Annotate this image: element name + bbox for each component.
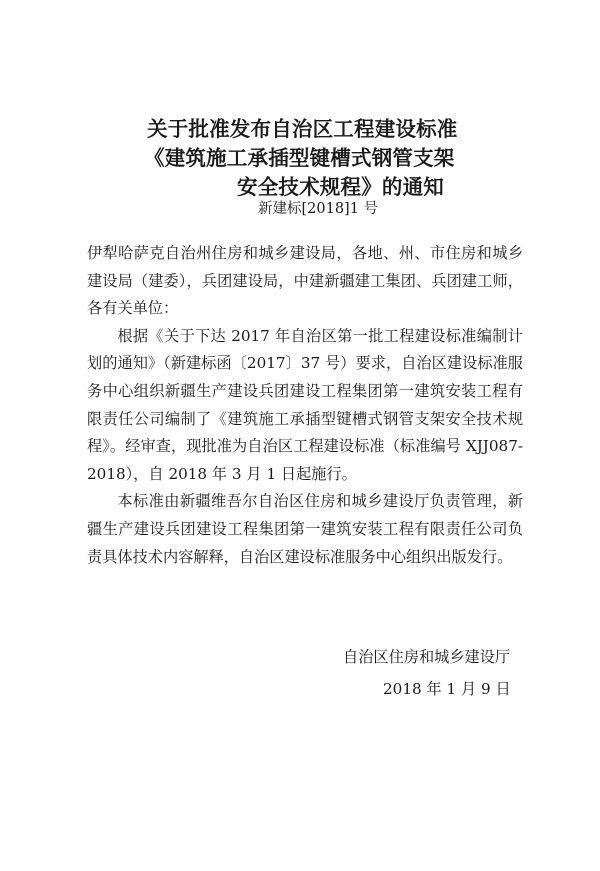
document-number: 新建标[2018]1 号 — [258, 201, 379, 217]
management-paragraph: 本标准由新疆维吾尔自治区住房和城乡建设厅负责管理，新疆生产建设兵团建设工程集团第一建筑安装工程有限责任公司负责具体技术内容解释，自治区建设标准服务中心组织出版发行。 — [87, 492, 523, 566]
title-line-1: 关于批准发布自治区工程建设标准 — [147, 117, 458, 141]
approval-paragraph: 根据《关于下达 2017 年自治区第一批工程建设标准编制计划的通知》（新建标函〔2017〕37 号）要求，自治区建设标准服务中心组织新疆生产建设兵团建设工程集团第一建筑安装工程有限责任公司编制了《建筑施工承插型键槽式钢管支架安全技术规程》。经审查，现批准为自治区工程建设标准（标准编号 XJJ087-2018），自 2018 年 3 月 1 日起施行。 — [87, 326, 523, 483]
salutation-paragraph: 伊犁哈萨克自治州住房和城乡建设局，各地、州、市住房和城乡建设局（建委），兵团建设局，中建新疆建工集团、兵团建工师，各有关单位： — [87, 244, 523, 318]
issuer-name: 自治区住房和城乡建设厅 — [343, 648, 511, 666]
title-line-3: 安全技术规程》的通知 — [237, 175, 444, 199]
title-line-2: 《建筑施工承插型键槽式钢管支架 — [144, 146, 455, 170]
body-text — [87, 240, 523, 571]
issue-date: 2018 年 1 月 9 日 — [383, 680, 511, 698]
